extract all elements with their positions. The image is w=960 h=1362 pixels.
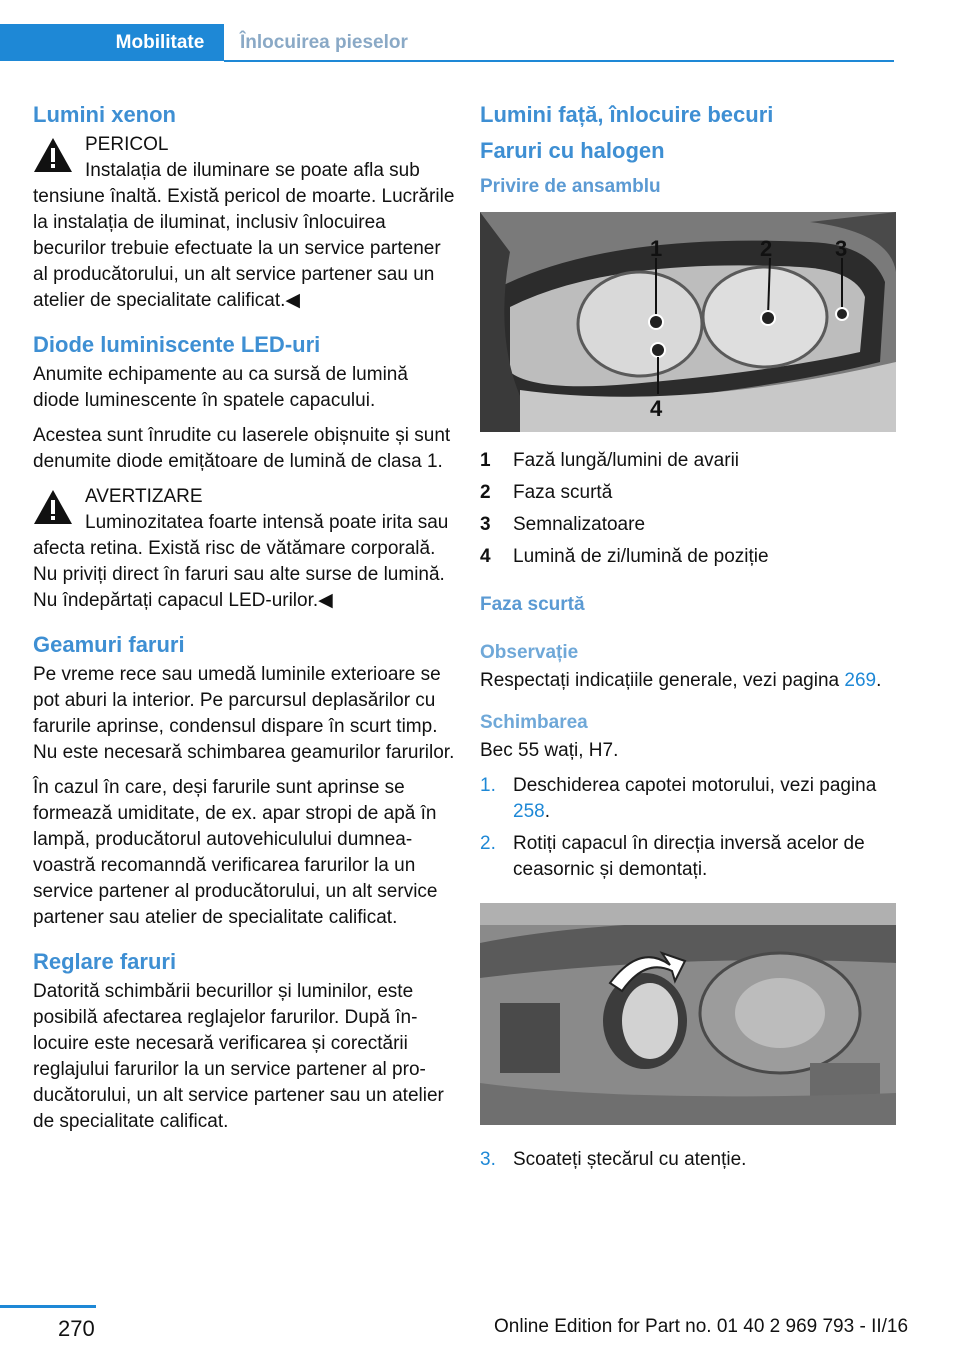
step-item: 2. Rotiți capacul în direcția inversă acelor de ceasornic și demontați. <box>480 833 865 880</box>
header-accent-bar <box>0 24 96 61</box>
glass-paragraph-1: Pe vreme rece sau umedă luminile exterioare se pot aburi la interior. Pe parcursul deplasărilor cu farurile aprinse, condensul dispare în scurt timp. Nu este necesară schimbarea geamurilor farurilor. <box>33 664 455 763</box>
warning-notice <box>33 484 458 614</box>
steps-list <box>480 773 896 883</box>
header-rule <box>224 60 894 62</box>
footer-rule <box>0 1305 96 1308</box>
page-link-258[interactable]: 258 <box>513 801 545 822</box>
change-title: Schimbarea <box>480 712 588 733</box>
legend-item: 3 Semnalizatoare <box>480 514 646 535</box>
warning-text: Luminozitatea foarte intensă poate irita sau afecta retina. Există risc de vătămare corporală. Nu priviți direct în faruri sau alte surse de lumină. Nu îndepărtați capacul LED-urilor.◀ <box>33 512 449 611</box>
subsection-title-overview: Privire de ansamblu <box>480 176 661 197</box>
engine-bay-image <box>480 903 896 1125</box>
section-title-led: Diode luminiscente LED-uri <box>33 332 321 357</box>
legend-item: 4 Lumină de zi/lumină de poziție <box>480 546 769 567</box>
callout-3: 3 <box>835 236 848 261</box>
section-title-glass: Geamuri faruri <box>33 632 185 657</box>
warning-label: AVERTIZARE <box>85 486 203 507</box>
danger-label: PERICOL <box>85 134 169 155</box>
glass-paragraph-2: În cazul în care, deși farurile sunt aprinse se formează umiditate, de ex. apar stropi de apă în lampă, producătorul autovehiculului dumneavoastră recomanndă verificarea farurilor la un service partener al producătorului, un alt service partener sau atelier de specialitate calificat. <box>33 777 438 928</box>
danger-notice <box>33 132 458 314</box>
page-link-269[interactable]: 269 <box>844 670 877 691</box>
adjust-paragraph: Datorită schimbării becurillor și luminilor, este posibilă afectarea reglajelor farurilor. După înlocuire este necesară verificarea și corectării reglajului farurilor la un service partener al producătorului, un alt service partener sau un atelier de specialitate calificat. <box>33 981 444 1132</box>
note-title: Observație <box>480 642 579 663</box>
edition-text: Online Edition for Part no. 01 40 2 969 793 - II/16 <box>494 1316 909 1337</box>
right-column <box>480 100 896 1179</box>
note-paragraph: Respectați indicațiile generale, vezi pagina 269. <box>480 670 882 691</box>
steps-list-continued <box>480 1147 896 1173</box>
callout-1: 1 <box>650 236 663 261</box>
section-title-halogen: Faruri cu halogen <box>480 138 665 163</box>
callout-4: 4 <box>650 396 663 421</box>
section-title-front-lights: Lumini față, înlocuire becuri <box>480 102 774 127</box>
callout-2: 2 <box>760 236 773 261</box>
bulb-spec: Bec 55 wați, H7. <box>480 740 619 761</box>
danger-text: Instalația de iluminare se poate afla sub tensiune înaltă. Există pericol de moarte. Lucrările la instalația de iluminat, inclusiv înlocuirea becurilor trebuie efectuate la un service partener al producătorului, un alt service partener sau un atelier de specialitate calificat.◀ <box>33 160 455 311</box>
page-number: 270 <box>58 1316 95 1341</box>
header-tab-inlocuirea-pieselor[interactable]: Înlocuirea pieselor <box>240 31 408 53</box>
legend-item: 2 Faza scurtă <box>480 482 613 503</box>
header-tab-mobilitate[interactable]: Mobilitate <box>96 24 224 61</box>
warning-triangle-icon <box>33 136 73 178</box>
subsection-title-low-beam: Faza scurtă <box>480 594 585 615</box>
led-paragraph-1: Anumite echipamente au ca sursă de lumină diode luminescente în spatele capacului. <box>33 364 408 411</box>
legend-list <box>480 448 896 570</box>
headlight-overview-image <box>480 212 896 432</box>
left-column <box>33 100 458 1144</box>
step-item: 1. Deschiderea capotei motorului, vezi pagina 258. <box>480 775 877 822</box>
warning-triangle-icon <box>33 488 73 530</box>
led-paragraph-2: Acestea sunt înrudite cu laserele obișnuite și sunt denumite diode emițătoare de lumină de clasa 1. <box>33 425 451 472</box>
section-title-xenon: Lumini xenon <box>33 102 176 127</box>
legend-item: 1 Fază lungă/lumini de avarii <box>480 450 740 471</box>
step-item: 3. Scoateți ștecărul cu atenție. <box>480 1149 747 1170</box>
section-title-adjust: Reglare faruri <box>33 949 177 974</box>
